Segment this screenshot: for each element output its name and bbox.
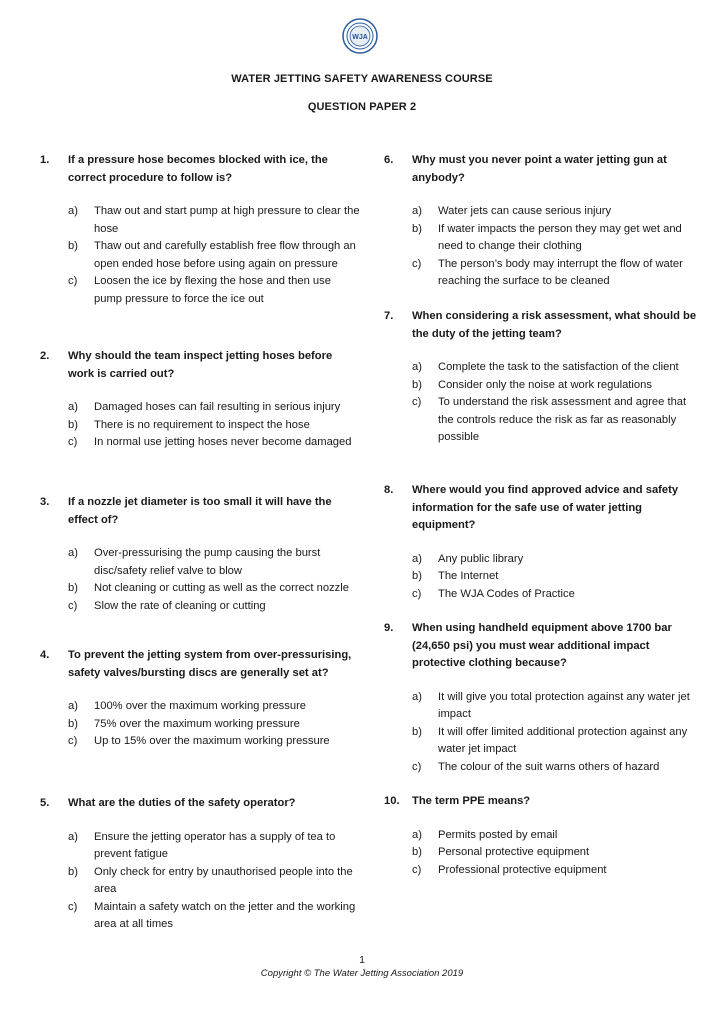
question-number: 9. [384, 622, 394, 634]
option-label: c) [68, 436, 78, 448]
option-item [412, 724, 704, 759]
option-text: Professional protective equipment [438, 863, 607, 876]
option-label: a) [412, 361, 422, 373]
option-item [68, 434, 360, 452]
question-text: If a pressure hose becomes blocked with ice, the correct procedure to follow is? [68, 154, 328, 184]
option-text: Consider only the noise at work regulations [438, 378, 652, 391]
option-item [68, 203, 360, 238]
option-item [412, 586, 704, 604]
option-label: b) [412, 725, 422, 738]
option-item [412, 759, 704, 777]
option-label: c) [68, 275, 78, 287]
option-text: Complete the task to the satisfaction of the client [438, 361, 679, 373]
option-item [68, 545, 360, 580]
option-label: b) [68, 418, 78, 431]
option-item [68, 829, 360, 864]
option-label: a) [412, 205, 422, 217]
option-label: b) [68, 717, 78, 730]
option-text: Permits posted by email [438, 828, 558, 841]
option-item [412, 221, 704, 256]
question-text: What are the duties of the safety operator? [68, 797, 296, 809]
option-label: b) [412, 378, 422, 391]
option-label: a) [412, 828, 422, 841]
option-text: The person’s body may interrupt the flow of water reaching the surface to be cleaned [438, 257, 683, 287]
option-text: Damaged hoses can fail resulting in serious injury [94, 401, 341, 413]
option-text: Any public library [438, 552, 524, 565]
logo-text: WJA [352, 34, 368, 41]
question-number: 4. [40, 649, 50, 661]
option-text: Slow the rate of cleaning or cutting [94, 599, 266, 612]
option-text: Thaw out and start pump at high pressure to clear the hose [94, 205, 360, 235]
option-label: a) [68, 205, 78, 217]
option-label: b) [412, 570, 422, 582]
question-text: Why should the team inspect jetting hoses before work is carried out? [68, 350, 333, 380]
option-label: c) [68, 900, 78, 913]
option-item [412, 256, 704, 291]
option-label: a) [68, 830, 78, 843]
option-text: In normal use jetting hoses never become damaged [94, 436, 352, 448]
question-text: When considering a risk assessment, what should be the duty of the jetting team? [412, 310, 697, 340]
question-text: Why must you never point a water jetting gun at anybody? [412, 154, 667, 184]
question-text: The term PPE means? [412, 795, 531, 807]
option-item [412, 862, 704, 880]
option-item [68, 399, 360, 417]
option-label: b) [68, 240, 78, 252]
option-item [68, 733, 360, 751]
option-text: The WJA Codes of Practice [438, 587, 575, 600]
option-text: It will give you total protection against any water jet impact [438, 690, 690, 720]
question-number: 10. [384, 795, 400, 807]
right-column [384, 152, 704, 879]
question-number: 1. [40, 154, 50, 166]
question-number: 7. [384, 310, 394, 322]
option-item [68, 864, 360, 899]
question-text: Where would you find approved advice and safety information for the safe use of water jetting equipment? [412, 484, 679, 531]
option-label: b) [68, 582, 78, 594]
option-item [68, 716, 360, 734]
option-text: If water impacts the person they may get wet and need to change their clothing [438, 222, 682, 252]
question-number: 6. [384, 154, 394, 166]
question-1 [40, 152, 360, 348]
option-text: Thaw out and carefully establish free flow through an open ended hose before using again on pressure [94, 240, 356, 270]
option-item [68, 698, 360, 716]
question-7 [384, 308, 704, 482]
option-text: Ensure the jetting operator has a supply of tea to prevent fatigue [94, 830, 336, 860]
option-label: a) [68, 547, 78, 559]
option-text: The colour of the suit warns others of hazard [438, 760, 660, 773]
option-text: It will offer limited additional protection against any water jet impact [438, 725, 688, 755]
option-label: a) [68, 700, 78, 712]
left-column [40, 152, 360, 934]
option-text: Not cleaning or cutting as well as the correct nozzle [94, 582, 349, 594]
option-item [68, 417, 360, 435]
option-label: c) [68, 735, 78, 747]
option-text: The Internet [438, 570, 499, 582]
option-label: c) [412, 257, 422, 270]
option-item [412, 203, 704, 221]
option-label: b) [68, 865, 78, 878]
question-9 [384, 620, 704, 793]
option-label: a) [412, 690, 422, 703]
question-number: 5. [40, 797, 50, 809]
question-10 [384, 793, 704, 879]
option-item [68, 273, 360, 308]
option-label: a) [412, 552, 422, 565]
option-item [68, 580, 360, 598]
option-text: 75% over the maximum working pressure [94, 717, 300, 730]
option-text: Maintain a safety watch on the jetter and the working area at all times [94, 900, 356, 930]
question-number: 2. [40, 350, 50, 362]
question-number: 8. [384, 484, 394, 496]
option-item [68, 238, 360, 273]
option-item [412, 827, 704, 845]
question-text: If a nozzle jet diameter is too small it will have the effect of? [68, 496, 332, 526]
option-label: c) [412, 396, 422, 408]
option-label: b) [412, 846, 422, 858]
option-text: Only check for entry by unauthorised people into the area [94, 865, 353, 895]
option-label: c) [412, 760, 422, 773]
option-text: Up to 15% over the maximum working pressure [94, 735, 330, 747]
option-item [412, 394, 704, 447]
option-text: Personal protective equipment [438, 846, 590, 858]
page-subtitle: QUESTION PAPER 2 [307, 101, 417, 113]
option-label: c) [412, 587, 422, 600]
page-title: WATER JETTING SAFETY AWARENESS COURSE [231, 73, 493, 85]
option-label: c) [412, 863, 422, 876]
option-label: c) [68, 599, 78, 612]
option-item [68, 899, 360, 934]
question-8 [384, 482, 704, 620]
option-label: a) [68, 401, 78, 413]
question-text: When using handheld equipment above 1700 bar (24,650 psi) you must wear additional impact protective clothing because? [412, 622, 672, 669]
question-number: 3. [40, 496, 50, 508]
option-text: 100% over the maximum working pressure [94, 700, 307, 712]
option-item [412, 377, 704, 395]
option-item [412, 844, 704, 862]
page-number: 1 [359, 954, 365, 966]
question-6 [384, 152, 704, 308]
question-2 [40, 348, 360, 494]
option-item [412, 689, 704, 724]
option-item [412, 551, 704, 569]
option-item [68, 598, 360, 616]
question-3 [40, 494, 360, 647]
wja-logo-icon [342, 18, 378, 54]
option-item [412, 568, 704, 586]
question-5 [40, 795, 360, 934]
option-label: b) [412, 222, 422, 235]
question-4 [40, 647, 360, 795]
option-text: Loosen the ice by flexing the hose and then use pump pressure to force the ice out [94, 275, 331, 305]
question-text: To prevent the jetting system from over-pressurising, safety valves/bursting discs are generally set at? [68, 649, 352, 679]
option-text: To understand the risk assessment and agree that the controls reduce the risk as far as reasonably possible [438, 396, 687, 443]
option-text: There is no requirement to inspect the hose [94, 418, 310, 431]
option-item [412, 359, 704, 377]
copyright-notice: Copyright © The Water Jetting Association 2019 [260, 968, 464, 979]
option-text: Water jets can cause serious injury [438, 205, 612, 217]
option-text: Over-pressurising the pump causing the burst disc/safety relief valve to blow [94, 547, 321, 577]
